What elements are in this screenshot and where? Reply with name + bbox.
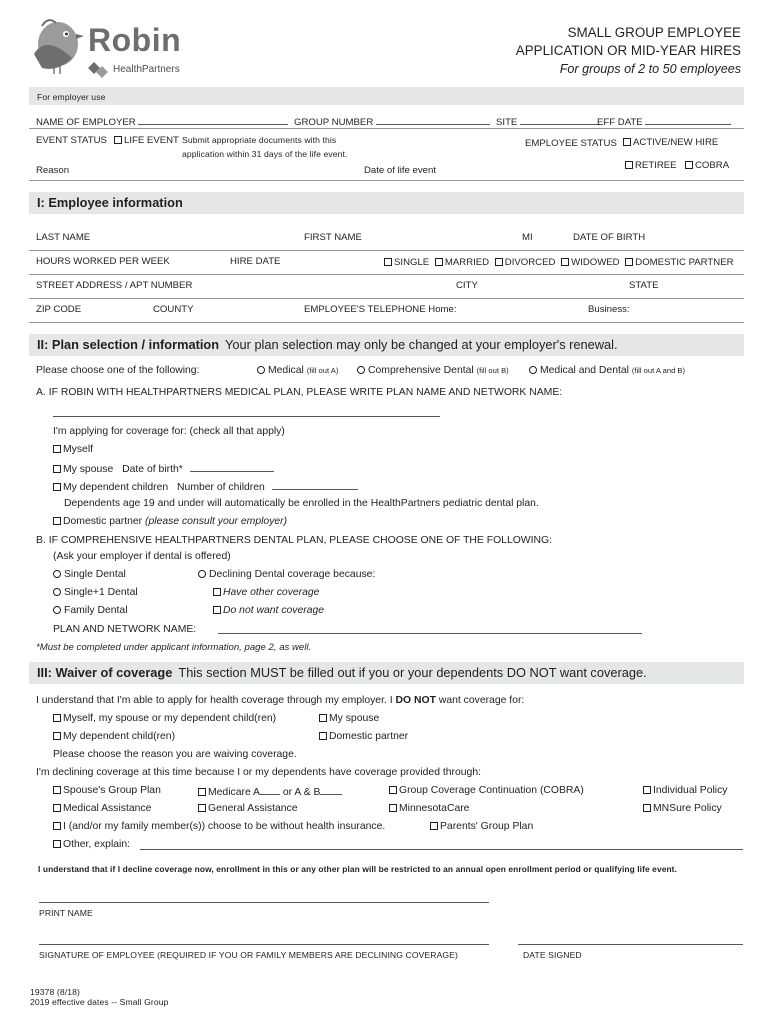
date-signed-input[interactable] — [518, 944, 743, 945]
mi-field[interactable]: MI — [522, 232, 533, 243]
checkbox-icon — [561, 258, 569, 266]
waive-all-checkbox[interactable]: Myself, my spouse or my dependent child(ren) — [53, 713, 276, 724]
checkbox-icon — [213, 588, 221, 596]
telephone-label: EMPLOYEE'S TELEPHONE Home: — [304, 304, 457, 315]
zip-field[interactable]: ZIP CODE — [36, 304, 82, 315]
single-plus-dental-radio[interactable]: Single+1 Dental — [53, 587, 138, 598]
medical-assistance-checkbox[interactable]: Medical Assistance — [53, 803, 151, 814]
checkbox-icon — [213, 606, 221, 614]
radio-icon — [357, 366, 365, 374]
spouse-group-checkbox[interactable]: Spouse's Group Plan — [53, 785, 161, 796]
active-checkbox[interactable]: ACTIVE/NEW HIRE — [623, 137, 718, 148]
group-number-field[interactable]: GROUP NUMBER — [294, 115, 490, 128]
children-checkbox[interactable]: My dependent children Number of children — [53, 480, 358, 493]
signature-input[interactable] — [39, 944, 489, 945]
employee-status-label: EMPLOYEE STATUS — [525, 138, 617, 149]
print-name-input[interactable] — [39, 902, 489, 903]
individual-policy-checkbox[interactable]: Individual Policy — [643, 785, 728, 796]
not-want-checkbox[interactable]: Do not want coverage — [213, 605, 324, 616]
waiver-intro: I understand that I'm able to apply for health coverage through my employer. I DO NOT want coverage for: — [36, 695, 525, 706]
have-other-checkbox[interactable]: Have other coverage — [213, 587, 319, 598]
checkbox-icon — [389, 786, 397, 794]
married-checkbox[interactable]: MARRIED — [435, 257, 489, 268]
section-title: I: Employee information — [37, 195, 183, 210]
brand-name: Robin — [88, 22, 182, 58]
checkbox-icon — [430, 822, 438, 830]
healthpartners-icon — [88, 62, 110, 80]
checkbox-icon — [389, 804, 397, 812]
radio-icon — [257, 366, 265, 374]
marital-status-group — [384, 257, 734, 268]
decline-statement: I understand that if I decline coverage now, enrollment in this or any other plan will be restricted to an annual open enrollment period or qualifying life event. — [38, 864, 677, 874]
checkbox-icon — [53, 840, 61, 848]
other-checkbox[interactable]: Other, explain: — [53, 839, 130, 850]
section-b-label: B. IF COMPREHENSIVE HEALTHPARTNERS DENTAL PLAN, PLEASE CHOOSE ONE OF THE FOLLOWING: — [36, 535, 552, 546]
checkbox-icon — [53, 445, 61, 453]
checkbox-icon — [53, 822, 61, 830]
state-field[interactable]: STATE — [629, 280, 659, 291]
parents-group-checkbox[interactable]: Parents' Group Plan — [430, 821, 533, 832]
myself-checkbox[interactable]: Myself — [53, 444, 93, 455]
first-name-field[interactable]: FIRST NAME — [304, 232, 362, 243]
cobra-checkbox[interactable]: COBRA — [685, 160, 729, 171]
checkbox-icon — [625, 161, 633, 169]
event-status-label: EVENT STATUS — [36, 135, 107, 146]
county-field[interactable]: COUNTY — [153, 304, 194, 315]
reason-field[interactable]: Reason — [36, 165, 70, 176]
num-children-input[interactable] — [272, 480, 358, 490]
checkbox-icon — [53, 714, 61, 722]
form-subtitle: For groups of 2 to 50 employees — [559, 62, 741, 76]
eff-date-field[interactable]: EFF DATE — [597, 115, 731, 128]
radio-icon — [53, 588, 61, 596]
radio-icon — [198, 570, 206, 578]
medicare-checkbox[interactable]: Medicare A or A & B — [198, 785, 342, 798]
site-field[interactable]: SITE — [496, 115, 600, 128]
employer-use-heading-bar — [29, 87, 744, 105]
dental-plan-network-input[interactable] — [218, 633, 642, 634]
spouse-dob-input[interactable] — [190, 462, 274, 472]
dental-radio[interactable]: Comprehensive Dental (fill out B) — [357, 365, 509, 376]
city-field[interactable]: CITY — [456, 280, 478, 291]
business-phone-field[interactable]: Business: — [588, 304, 630, 315]
waive-domestic-checkbox[interactable]: Domestic partner — [319, 731, 408, 742]
checkbox-icon — [319, 714, 327, 722]
plan-network-name-input[interactable] — [53, 416, 440, 417]
hire-date-field[interactable]: HIRE DATE — [230, 256, 281, 267]
without-insurance-checkbox[interactable]: I (and/or my family member(s)) choose to be without health insurance. — [53, 821, 385, 832]
checkbox-icon — [435, 258, 443, 266]
print-name-label: PRINT NAME — [39, 908, 93, 918]
checkbox-icon — [53, 804, 61, 812]
other-explain-input[interactable] — [140, 849, 743, 850]
street-field[interactable]: STREET ADDRESS / APT NUMBER — [36, 280, 193, 291]
radio-icon — [53, 606, 61, 614]
medical-dental-radio[interactable]: Medical and Dental (fill out A and B) — [529, 365, 685, 376]
signature-label: SIGNATURE OF EMPLOYEE (REQUIRED IF YOU OR FAMILY MEMBERS ARE DECLINING COVERAGE) — [39, 950, 458, 960]
form-number: 19378 (8/18) — [30, 987, 80, 997]
checkbox-icon — [623, 138, 631, 146]
form-title-2: APPLICATION OR MID-YEAR HIRES — [515, 43, 741, 58]
checkbox-icon — [625, 258, 633, 266]
dob-field[interactable]: DATE OF BIRTH — [573, 232, 646, 243]
domestic-partner-checkbox[interactable]: Domestic partner (please consult your employer) — [53, 516, 287, 527]
robin-logo — [28, 14, 188, 80]
robin-bird-icon — [28, 14, 84, 76]
ask-employer-note: (Ask your employer if dental is offered) — [53, 551, 231, 562]
submit-note-1: Submit appropriate documents with this — [182, 135, 337, 145]
single-checkbox[interactable]: SINGLE — [384, 257, 429, 268]
widowed-checkbox[interactable]: WIDOWED — [561, 257, 620, 268]
family-dental-radio[interactable]: Family Dental — [53, 605, 128, 616]
section-plan-selection — [29, 334, 744, 356]
checkbox-icon — [53, 483, 61, 491]
retiree-checkbox[interactable]: RETIREE — [625, 160, 677, 171]
cobra-coverage-checkbox[interactable]: Group Coverage Continuation (COBRA) — [389, 785, 584, 796]
section-title: II: Plan selection / information Your plan selection may only be changed at your employer's renewal. — [37, 337, 618, 352]
minnesotacare-checkbox[interactable]: MinnesotaCare — [389, 803, 469, 814]
dependents-note: Dependents age 19 and under will automatically be enrolled in the HealthPartners pediatric dental plan. — [64, 498, 539, 509]
section-waiver — [29, 662, 744, 684]
waive-spouse-checkbox[interactable]: My spouse — [319, 713, 379, 724]
section-a-label: A. IF ROBIN WITH HEALTHPARTNERS MEDICAL PLAN, PLEASE WRITE PLAN NAME AND NETWORK NAME: — [36, 387, 563, 398]
radio-icon — [529, 366, 537, 374]
footnote: *Must be completed under applicant information, page 2, as well. — [36, 642, 312, 653]
checkbox-icon — [53, 517, 61, 525]
declining-dental-radio[interactable]: Declining Dental coverage because: — [198, 569, 375, 580]
checkbox-icon — [114, 136, 122, 144]
checkbox-icon — [319, 732, 327, 740]
waive-children-checkbox[interactable]: My dependent child(ren) — [53, 731, 175, 742]
choose-reason-label: Please choose the reason you are waiving coverage. — [53, 749, 297, 760]
hours-field[interactable]: HOURS WORKED PER WEEK — [36, 256, 170, 267]
divorced-checkbox[interactable]: DIVORCED — [495, 257, 556, 268]
employer-use-heading: For employer use — [37, 92, 106, 102]
checkbox-icon — [685, 161, 693, 169]
effective-dates: 2019 effective dates -- Small Group — [30, 997, 169, 1007]
section-employee-info — [29, 192, 744, 214]
checkbox-icon — [384, 258, 392, 266]
checkbox-icon — [643, 786, 651, 794]
checkbox-icon — [53, 465, 61, 473]
choose-plan-label: Please choose one of the following: — [36, 365, 200, 376]
life-event-checkbox[interactable]: LIFE EVENT — [114, 135, 179, 146]
checkbox-icon — [643, 804, 651, 812]
general-assistance-checkbox[interactable]: General Assistance — [198, 803, 298, 814]
home-phone-field[interactable]: Home: — [428, 304, 457, 315]
checkbox-icon — [53, 786, 61, 794]
checkbox-icon — [53, 732, 61, 740]
spouse-checkbox[interactable]: My spouse Date of birth* — [53, 462, 274, 475]
partner-name: HealthPartners — [113, 64, 180, 75]
applying-label: I'm applying for coverage for: (check all that apply) — [53, 426, 285, 437]
life-event-date-field[interactable]: Date of life event — [364, 165, 436, 176]
mnsure-checkbox[interactable]: MNSure Policy — [643, 803, 722, 814]
checkbox-icon — [198, 788, 206, 796]
plan-network-label: PLAN AND NETWORK NAME: — [53, 624, 197, 635]
declining-label: I'm declining coverage at this time because I or my dependents have coverage provided through: — [36, 767, 482, 778]
last-name-field[interactable]: LAST NAME — [36, 232, 91, 243]
checkbox-icon — [198, 804, 206, 812]
single-dental-radio[interactable]: Single Dental — [53, 569, 126, 580]
section-title: III: Waiver of coverage This section MUST be filled out if you or your dependents DO NOT want coverage. — [37, 665, 647, 680]
submit-note-2: application within 31 days of the life event. — [182, 149, 348, 159]
checkbox-icon — [495, 258, 503, 266]
domestic-checkbox[interactable]: DOMESTIC PARTNER — [625, 257, 733, 268]
date-signed-label: DATE SIGNED — [523, 950, 582, 960]
medical-radio[interactable]: Medical (fill out A) — [257, 365, 338, 376]
radio-icon — [53, 570, 61, 578]
employer-name-field[interactable]: NAME OF EMPLOYER — [36, 115, 288, 128]
form-title-1: SMALL GROUP EMPLOYEE — [567, 25, 741, 40]
